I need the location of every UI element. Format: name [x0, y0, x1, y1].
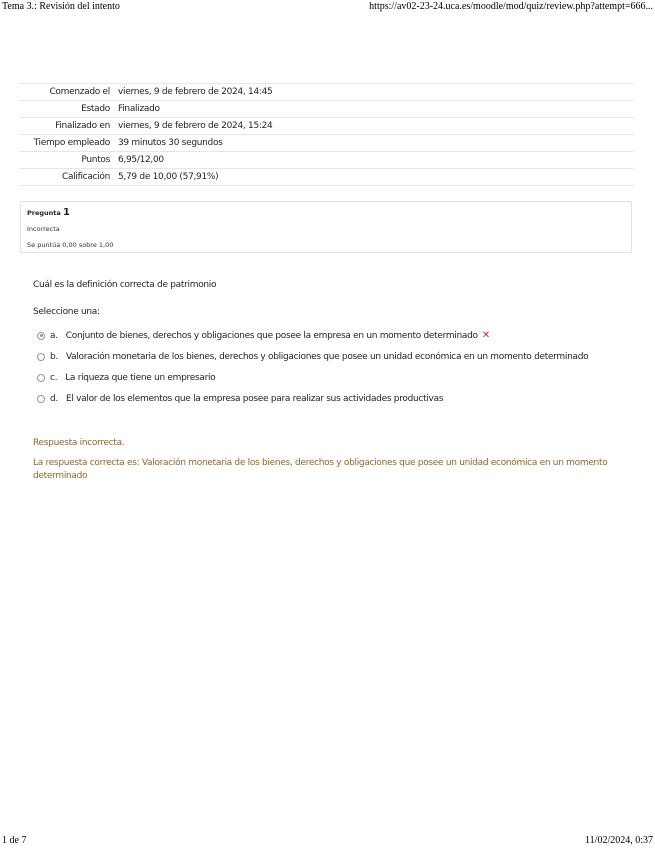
feedback-correct-answer: La respuesta correcta es: Valoración monetaria de los bienes, derechos y obligaciones que posee un unidad económica en un momento determinado	[33, 458, 608, 481]
radio-icon[interactable]	[37, 395, 45, 403]
option-letter: b.	[50, 351, 58, 362]
option-text: Valoración monetaria de los bienes, derechos y obligaciones que posee un unidad económica en un momento determinado	[65, 351, 589, 362]
question-number-value: 1	[63, 207, 71, 218]
option-letter: d.	[50, 393, 58, 404]
summary-label: Comenzado el	[49, 87, 110, 97]
summary-label: Estado	[81, 104, 110, 114]
feedback-status: Respuesta incorrecta.	[33, 438, 125, 448]
print-page-number: 1 de 7	[2, 835, 27, 846]
question-state: Incorrecta	[27, 225, 60, 233]
question-text: Cuál es la definición correcta de patrimonio	[33, 280, 217, 290]
print-page-url: https://av02-23-24.uca.es/moodle/mod/quiz/review.php?attempt=666...	[369, 1, 653, 12]
summary-row	[20, 101, 634, 118]
question-grade: Se puntúa 0,00 sobre 1,00	[27, 241, 114, 249]
print-header	[0, 0, 655, 14]
answer-option-b[interactable]	[37, 346, 588, 367]
option-text: El valor de los elementos que la empresa posee para realizar sus actividades productivas	[65, 393, 444, 404]
answer-option-a[interactable]	[37, 325, 588, 346]
summary-value: viernes, 9 de febrero de 2024, 15:24	[118, 121, 273, 131]
summary-label: Tiempo empleado	[33, 138, 110, 148]
answer-option-d[interactable]	[37, 388, 588, 409]
answer-option-c[interactable]	[37, 367, 588, 388]
print-page-title: Tema 3.: Revisión del intento	[2, 1, 120, 12]
summary-row	[20, 169, 634, 186]
summary-label: Puntos	[81, 155, 110, 165]
summary-value: Finalizado	[118, 104, 160, 114]
question-label: Pregunta	[27, 209, 61, 217]
print-datetime: 11/02/2024, 0:37	[585, 835, 653, 846]
option-text: Conjunto de bienes, derechos y obligaciones que posee la empresa en un momento determinado	[65, 330, 478, 341]
answer-prompt: Seleccione una:	[33, 307, 100, 317]
summary-value: 39 minutos 30 segundos	[118, 138, 223, 148]
radio-icon[interactable]	[37, 353, 45, 361]
summary-label: Calificación	[62, 172, 110, 182]
summary-row	[20, 135, 634, 152]
summary-label: Finalizado en	[55, 121, 110, 131]
radio-icon[interactable]	[37, 332, 45, 340]
question-info-box	[20, 201, 632, 253]
summary-row	[20, 152, 634, 169]
option-letter: a.	[50, 330, 58, 341]
summary-value: 5,79 de 10,00 (57,91%)	[118, 172, 219, 182]
summary-row	[20, 84, 634, 101]
option-text: La riqueza que tiene un empresario	[65, 372, 216, 383]
question-number	[27, 207, 70, 218]
attempt-summary-table	[20, 83, 634, 186]
option-letter: c.	[50, 372, 58, 383]
radio-icon[interactable]	[37, 374, 45, 382]
print-footer	[0, 834, 655, 848]
close-icon: ✕	[481, 330, 490, 341]
summary-value: 6,95/12,00	[118, 155, 164, 165]
answer-options	[37, 325, 588, 409]
summary-row	[20, 118, 634, 135]
summary-value: viernes, 9 de febrero de 2024, 14:45	[118, 87, 273, 97]
